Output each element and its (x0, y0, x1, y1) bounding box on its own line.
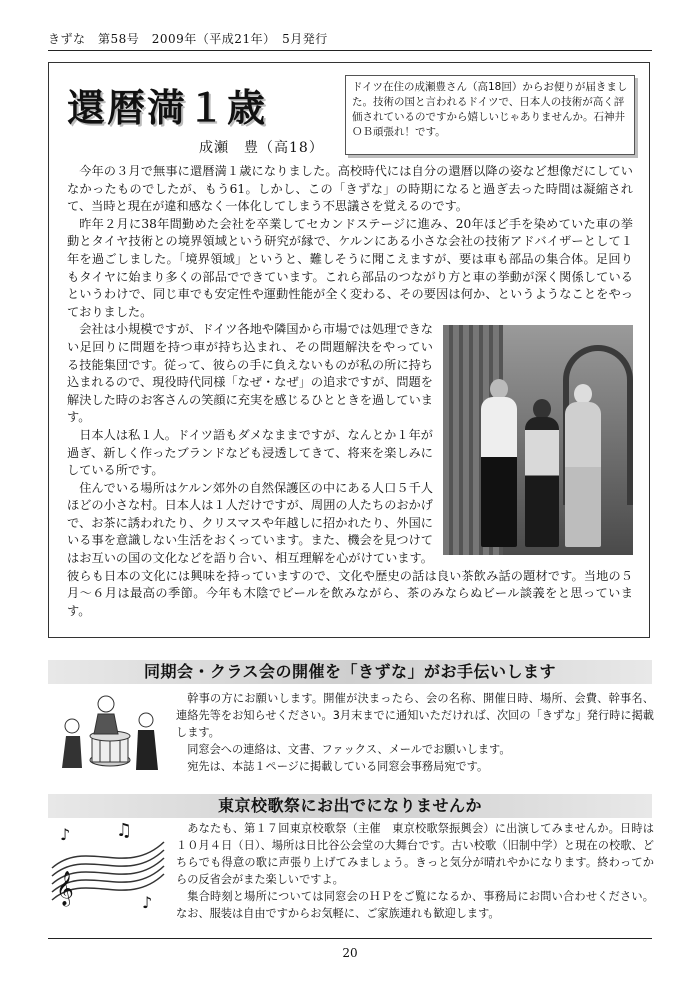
svg-text:𝄞: 𝄞 (56, 871, 74, 906)
section1-body (176, 690, 654, 775)
editor-note: ドイツ在住の成瀬豊さん（高18回）からお便りが届きました。技術の国と言われるドイツで、日本人の技術が高く評価されているのですから嬉しいじゃありませんか。石神井ＯＢ頑張れ！です。 (345, 75, 635, 155)
article-paragraph-2: 昨年２月に38年間勤めた会社を卒業してセカンドステージに進み、20年ほど手を染めていた車の挙動とタイヤ技術との境界領域という研究が縁で、ケルンにある小さな会社の技術アドバイザーとして１年を過ごしました。「境界領域」というと、難しそうに聞こえますが、要は車も部品の集合体。足回りもタイヤに始まり多くの部品でできています。これら部品のつながり方と車の挙動が深く関係しているというわけで、同じ車でも安定性や運動性能が全く変わる、その要因は何か、というようなことをやっておりました。 (67, 216, 633, 319)
article-author: 成瀬 豊（高18） (199, 140, 324, 156)
header-divider (48, 50, 652, 51)
music-staff-illustration (46, 818, 170, 918)
meeting-people-illustration (54, 690, 166, 778)
section1-paragraph-3: 宛先は、本誌１ページに掲載している同窓会事務局宛です。 (187, 760, 489, 773)
article-title: 還暦満１歳 (67, 86, 268, 130)
article-paragraph-5: 住んでいる場所はケルン郊外の自然保護区の中にある人口５千人ほどの小さな村。日本人は１人だけですが、周囲の人たちのおかげで、お茶に誘われたり、クリスマスや年越しに招かれたり、外国にいる事を意識しない生活をおくっています。また、機会を見つけてはお互いの国の文化などを語り合い、相互理解を心がけています。彼らも日本の文化には興味を持っていますので、文化や歴史の話は良い茶飲み話の題材です。当地の５月～６月は最高の季節。今年も木陰でビールを飲みながら、茶のみならぬビール談義をと思っています。 (67, 480, 633, 618)
person-head (533, 399, 551, 419)
section2-paragraph-1: あなたも、第１７回東京校歌祭（主催 東京校歌祭振興会）に出演してみませんか。日時は１０月４日（日）、場所は日比谷公会堂の大舞台です。古い校歌（旧制中学）と現在の校歌、どちらでも得意の歌に声張り上げてみましょう。きっと気分が晴れやかになります。終わってからの反省会がまた楽しいですよ。 (176, 822, 654, 886)
svg-text:♪: ♪ (142, 893, 153, 912)
section1-paragraph-1: 幹事の方にお願いします。開催が決まったら、会の名称、開催日時、場所、会費、幹事名、連絡先等をお知らせください。3月末までに通知いただければ、次回の「きずな」発行時に掲載します。 (176, 692, 654, 739)
article-paragraph-1: 今年の３月で無事に還暦満１歳になりました。高校時代には自分の還暦以降の姿など想像だにしていなかったものでしたが、もう61。しかし、この「きずな」の時期になると過ぎ去った時間は凝縮されて、当時と現在が違和感なく一体化してしまう不思議さを覚えるのです。 (67, 164, 633, 214)
page-number: 20 (342, 946, 358, 960)
article-body (67, 163, 633, 620)
svg-text:♫: ♫ (116, 820, 133, 841)
person-head (490, 379, 508, 399)
footer-divider (48, 938, 652, 939)
group-photo (443, 325, 633, 555)
section2-paragraph-2: 集合時刻と場所については同窓会のＨＰをご覧になるか、事務局にお問い合わせください。なお、服装は自由ですからお気軽に、ご家族連れも歓迎します。 (176, 890, 654, 920)
article-box (48, 62, 650, 638)
section1-title: 同期会・クラス会の開催を「きずな」がお手伝いします (48, 660, 652, 684)
person-figure (565, 402, 601, 547)
article-paragraph-3: 会社は小規模ですが、ドイツ各地や隣国から市場では処理できない足回りに問題を持つ車が持ち込まれ、その問題解決をやっている技能集団です。従って、彼らの手に負えないものが私の所に持ち込まれるので、現役時代同様「なぜ・なぜ」の追求ですが、問題を解決した時のお客さんの笑顔に充実を感じるひとときを過しています。 (67, 322, 433, 425)
article-paragraph-4: 日本人は私１人。ドイツ語もダメなままですが、なんとか１年が過ぎ、新しく作ったブランドなども浸透してきて、将来を楽しみにしている所です。 (67, 427, 433, 478)
person-figure (481, 397, 517, 547)
svg-text:♪: ♪ (60, 825, 71, 844)
section1-paragraph-2: 同窓会への連絡は、文書、ファックス、メールでお願いします。 (187, 743, 511, 756)
person-figure (525, 417, 559, 547)
section2-body (176, 820, 654, 922)
newsletter-header: きずな 第58号 2009年（平成21年） 5月発行 (48, 32, 328, 46)
section2-title: 東京校歌祭にお出でになりませんか (48, 794, 652, 818)
